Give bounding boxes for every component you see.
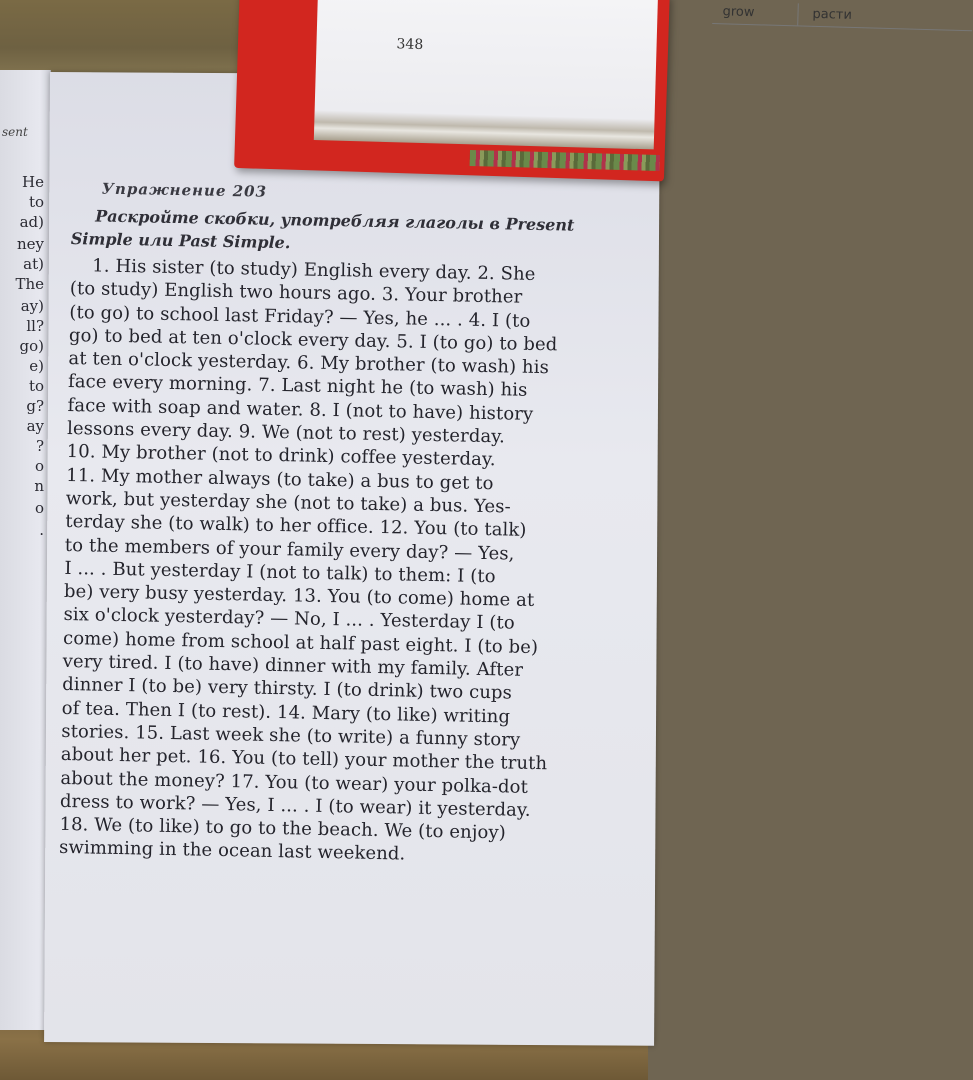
left-fragment: . [39,521,44,539]
left-fragment: at) [23,255,44,273]
left-fragment: ney [16,235,44,253]
left-fragment: e) [29,357,44,375]
exercise-line: about her pet. 16. You (to tell) your mother the truth [60,744,548,775]
exercise-line: to the members of your family every day? — Yes, [64,534,515,565]
exercise-line: I ... . But yesterday I (not to talk) to them: I (to [64,557,496,588]
exercise-line: 18. We (to like) to go to the beach. We (to enjoy) [59,814,507,844]
exercise-line: about the money? 17. You (to wear) your polka-dot [60,767,529,798]
exercise-line: (to go) to school last Friday? — Yes, he ... . 4. I (to [69,301,531,332]
exercise-line: go) to bed at ten o'clock every day. 5. I (to go) to bed [68,324,558,356]
exercise-line: work, but yesterday she (not to take) a bus. Yes- [65,487,512,518]
left-fragment: n [34,477,44,495]
left-fragment: ay) [20,297,44,315]
book-vocab-translation: расти [812,6,853,23]
exercise-line: of tea. Then I (to rest). 14. Mary (to like) writing [61,697,511,728]
exercise-line: face every morning. 7. Last night he (to wash) his [67,371,528,402]
exercise-line: dress to work? — Yes, I ... . I (to wear) it yesterday. [59,790,531,821]
exercise-instructions [71,204,632,261]
left-fragment: o [34,499,44,517]
exercise-line: lessons every day. 9. We (not to rest) yesterday. [66,418,506,448]
exercise-line: dinner I (to be) very thirsty. I (to drink) two cups [62,674,513,704]
book-vocab-word: grow [722,4,755,21]
book-vocab-row [712,1,973,31]
exercise-line: face with soap and water. 8. I (not to have) history [67,394,534,425]
left-fragment: go) [19,337,44,355]
instruction-line: Раскройте скобки, употребляя глаголы в Present [95,206,575,235]
left-fragment: He [22,173,44,191]
left-neighbor-page [0,70,51,1030]
exercise-body [59,254,631,870]
exercise-line: 11. My mother always (to take) a bus to get to [66,464,494,494]
left-fragment: g? [26,397,44,415]
left-fragment: to [28,377,44,395]
exercise-line: be) very busy yesterday. 13. You (to come) home at [63,581,535,612]
exercise-line: 10. My brother (not to drink) coffee yesterday. [66,441,496,471]
left-fragment: ay [26,417,44,435]
exercise-block [59,176,632,870]
left-fragment: ? [35,437,44,455]
left-fragment: ad) [19,213,44,231]
left-fragment: o [34,457,44,475]
exercise-line: six o'clock yesterday? — No, I ... . Yesterday I (to [63,604,515,635]
exercise-line: (to study) English two hours ago. 3. Your brother [69,278,523,308]
book-pages [314,0,853,149]
exercise-line: terday she (to walk) to her office. 12. You (to talk) [65,511,527,542]
left-fragment: ll? [26,317,44,335]
book-table-divider [797,3,799,25]
exercise-line: very tired. I (to have) dinner with my family. After [62,650,524,681]
exercise-line: stories. 15. Last week she (to write) a funny story [61,720,521,751]
left-fragment: The [15,275,44,293]
left-fragment: to [28,193,44,211]
instruction-line: Simple или Past Simple. [70,228,291,253]
exercise-title: Упражнение 203 [101,179,268,201]
exercise-line: swimming in the ocean last weekend. [58,837,406,865]
exercise-line: come) home from school at half past eight. I (to be) [62,627,539,658]
left-page-header: sent [2,125,28,139]
exercise-line: 1. His sister (to study) English every day. 2. She [92,255,536,285]
book-page-number: 348 [396,36,424,53]
exercise-line: at ten o'clock yesterday. 6. My brother (to wash) his [68,348,550,379]
